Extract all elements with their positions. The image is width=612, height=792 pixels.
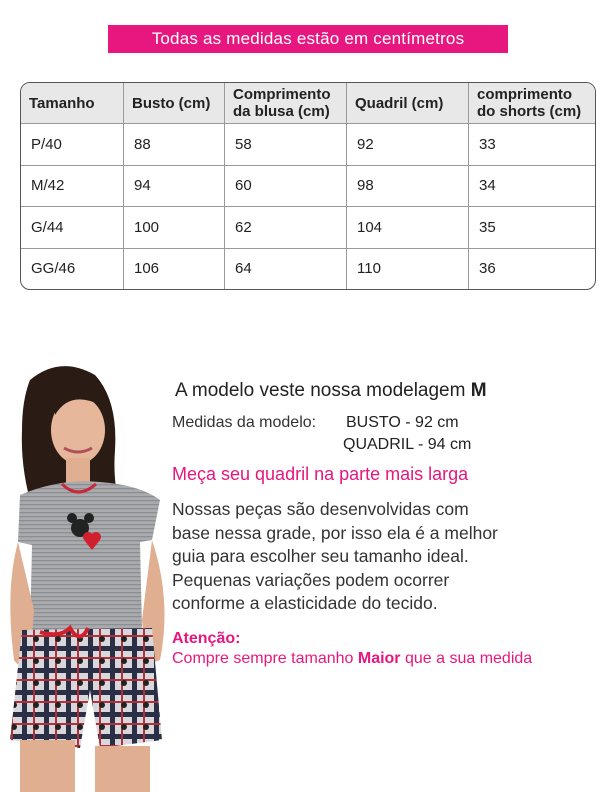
header-tamanho: Tamanho — [21, 83, 124, 124]
model-busto: BUSTO - 92 cm — [346, 414, 459, 431]
cell-comprimento-shorts: 36 — [479, 260, 496, 278]
model-size-line: A modelo veste nossa modelagem M — [175, 380, 487, 401]
cell-size: P/40 — [21, 124, 124, 166]
cell-size: GG/46 — [21, 248, 124, 289]
cell-comprimento-shorts: 33 — [469, 124, 596, 166]
table-row — [21, 207, 595, 249]
cell-size: M/42 — [21, 165, 124, 207]
model-measures-label: Medidas da modelo: — [172, 414, 317, 431]
cell-busto: 88 — [124, 124, 225, 166]
table-row — [21, 124, 595, 166]
cell-comprimento-blusa: 58 — [225, 124, 347, 166]
cell-comprimento-shorts: 35 — [469, 207, 596, 249]
table-header-row — [21, 83, 595, 124]
cell-size: G/44 — [21, 207, 124, 249]
cell-quadril: 98 — [347, 165, 469, 207]
attention-label: Atenção: — [172, 630, 241, 647]
cell-quadril: 104 — [347, 207, 469, 249]
header-comprimento-shorts: comprimento do shorts (cm) — [469, 83, 596, 124]
cell-comprimento-blusa: 62 — [225, 207, 347, 249]
cell-comprimento-blusa: 60 — [225, 165, 347, 207]
measure-tip: Meça seu quadril na parte mais larga — [172, 464, 469, 484]
header-comprimento-blusa: Comprimento da blusa (cm) — [225, 83, 347, 124]
header-busto: Busto (cm) — [124, 83, 225, 124]
table-row — [21, 248, 595, 289]
cell-busto: 100 — [124, 207, 225, 249]
model-photo — [0, 360, 175, 792]
cell-quadril: 110 — [347, 248, 469, 289]
model-size-letter: M — [470, 380, 487, 401]
cell-busto: 106 — [124, 248, 225, 289]
cell-comprimento-blusa: 64 — [225, 248, 347, 289]
model-quadril: QUADRIL - 94 cm — [343, 436, 472, 453]
cell-quadril: 92 — [347, 124, 469, 166]
size-table — [20, 82, 596, 290]
size-guide-paragraph: Nossas peças são desenvolvidas com base nessa grade, por isso ela é a melhor guia para escolher seu tamanho ideal. Pequenas variações podem ocorrer conforme a elasticidade do tecido. — [172, 499, 498, 613]
buy-advice: Compre sempre tamanho Maior que a sua medida — [172, 650, 533, 667]
header-quadril: Quadril (cm) — [347, 83, 469, 124]
measurement-banner: Todas as medidas estão em centímetros — [108, 25, 508, 53]
cell-busto: 94 — [124, 165, 225, 207]
table-row — [21, 165, 595, 207]
cell-comprimento-shorts: 34 — [469, 165, 596, 207]
